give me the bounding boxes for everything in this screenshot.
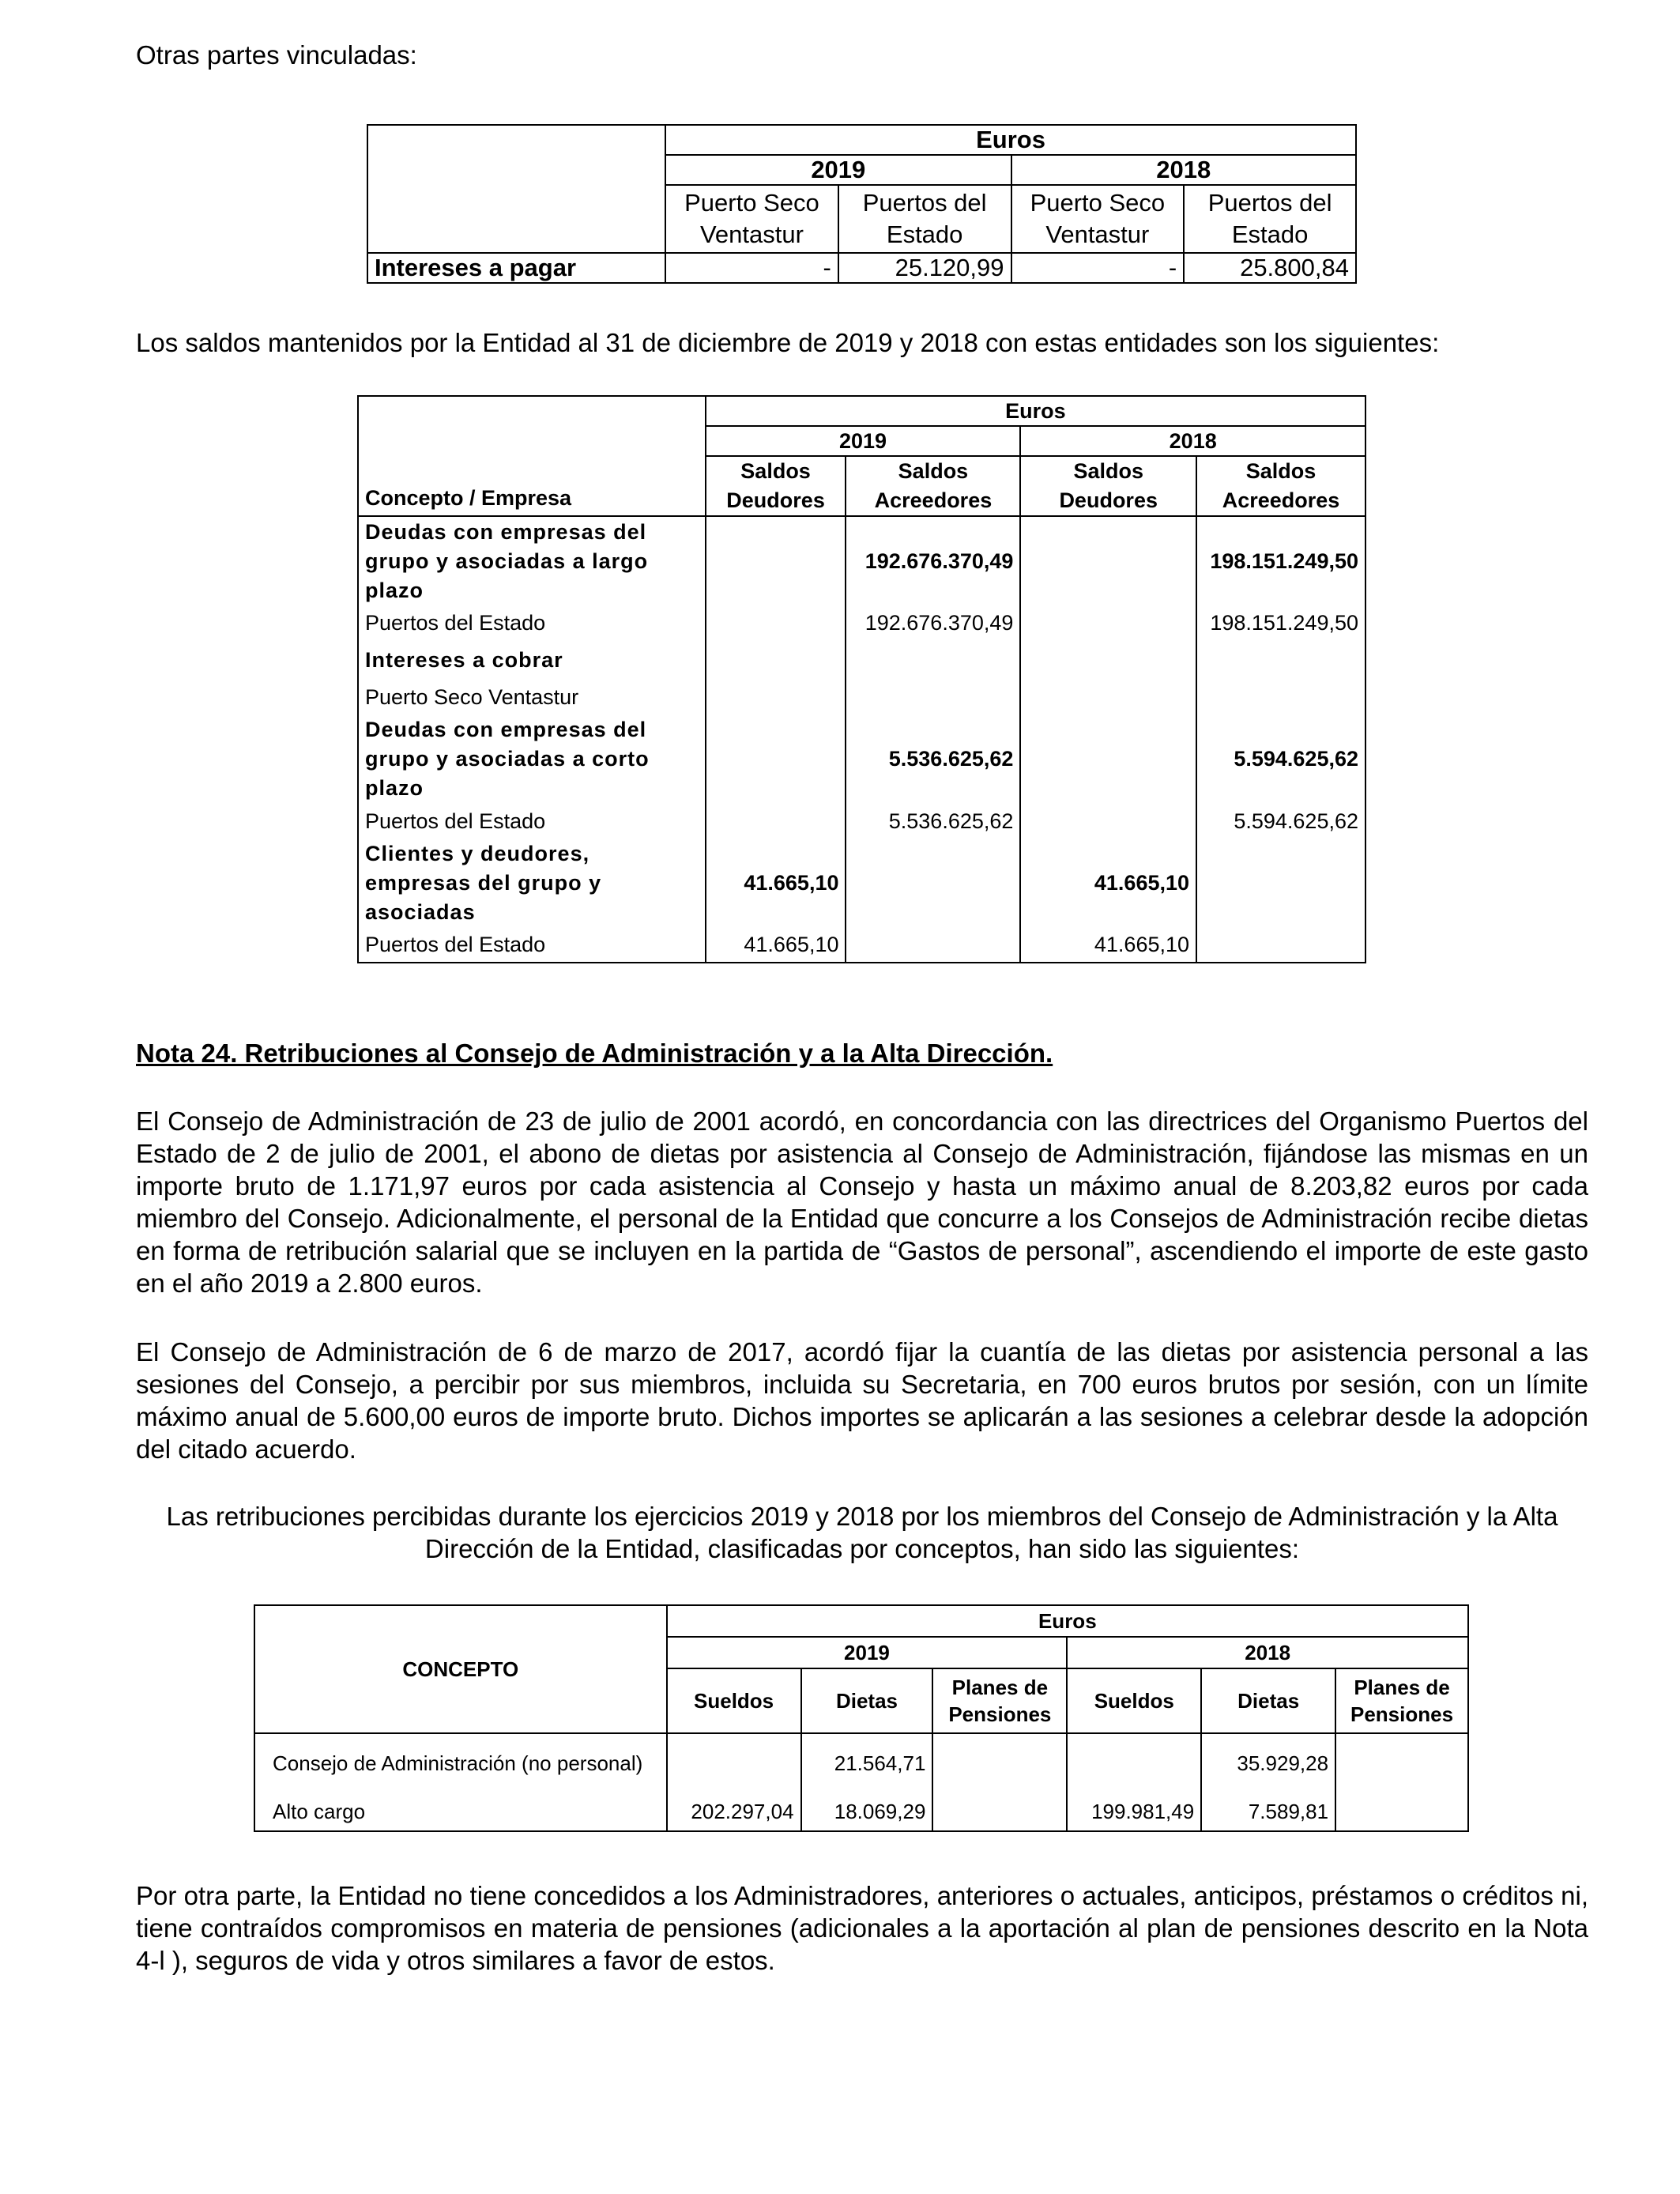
row-label: Intereses a cobrar [358, 640, 706, 680]
header-dietas: Dietas [1201, 1668, 1335, 1733]
header-line: Planes de [951, 1676, 1049, 1699]
table-header-year-2018: 2018 [1067, 1637, 1468, 1668]
table-header-year-2018: 2018 [1020, 426, 1365, 456]
table-header-col [1184, 185, 1356, 253]
header-line: Ventastur [1045, 221, 1150, 248]
cell-value [1020, 804, 1196, 839]
header-saldos-acreedores [846, 456, 1020, 516]
paragraph-4: Por otra parte, la Entidad no tiene concedidos a los Administradores, anteriores o actuales, anticipos, préstamos o créditos ni, tiene contraídos compromisos en materia de pensiones (adicionales a la aportación al plan de pensiones descrito en la Nota 4-l ), seguros de vida y otros similares a favor de estos. [136, 1881, 1588, 1975]
table-header-euros: Euros [665, 125, 1356, 155]
row-label: Deudas con empresas del grupo y asociadas a largo plazo [358, 516, 706, 605]
cell-value: 41.665,10 [706, 928, 846, 963]
row-label: Intereses a pagar [367, 253, 665, 283]
header-line: Estado [886, 221, 963, 248]
table-header-euros: Euros [667, 1605, 1468, 1637]
header-line: Pensiones [948, 1702, 1052, 1726]
header-line: Ventastur [699, 221, 804, 248]
header-line: Estado [1231, 221, 1309, 248]
cell-value: 199.981,49 [1067, 1793, 1201, 1831]
header-line: Planes de [1354, 1676, 1450, 1699]
cell-value: 5.536.625,62 [846, 714, 1020, 804]
cell-value [1020, 714, 1196, 804]
cell-value [1196, 839, 1365, 928]
cell-value: 25.800,84 [1184, 253, 1356, 283]
table-row [254, 1733, 1468, 1793]
cell-value [1067, 1733, 1201, 1793]
cell-value [846, 839, 1020, 928]
row-label: Puertos del Estado [358, 605, 706, 640]
header-sueldos: Sueldos [1067, 1668, 1201, 1733]
cell-value: 7.589,81 [1201, 1793, 1335, 1831]
table-row [358, 640, 1365, 680]
cell-value: - [1011, 253, 1185, 283]
cell-value [846, 640, 1020, 680]
header-dietas: Dietas [801, 1668, 933, 1733]
table-header-col [838, 185, 1011, 253]
cell-value [667, 1733, 801, 1793]
header-sueldos: Sueldos [667, 1668, 801, 1733]
header-line: Saldos [898, 459, 969, 483]
cell-value [1335, 1733, 1468, 1793]
header-line: Puertos del [862, 189, 987, 217]
table-header-euros: Euros [706, 396, 1365, 426]
cell-value [1020, 640, 1196, 680]
table-row [367, 253, 1356, 283]
cell-value [1020, 605, 1196, 640]
table-row [358, 516, 1365, 605]
cell-value [1020, 680, 1196, 714]
row-label: Deudas con empresas del grupo y asociadas a corto plazo [358, 714, 706, 804]
table-row [254, 1793, 1468, 1831]
table-row [358, 804, 1365, 839]
table-saldos [357, 395, 1366, 963]
header-line: Deudores [726, 488, 825, 512]
header-planes [932, 1668, 1067, 1733]
cell-value: 5.536.625,62 [846, 804, 1020, 839]
cell-value: 41.665,10 [1020, 839, 1196, 928]
row-label: Puertos del Estado [358, 928, 706, 963]
paragraph-1: El Consejo de Administración de 23 de julio de 2001 acordó, en concordancia con las directrices del Organismo Puertos del Estado de 2 de julio de 2001, el abono de dietas por asistencia al Consejo de Administración, fijándose las mismas en un importe bruto de 1.171,97 euros por cada asistencia al Consejo y hasta un máximo anual de 8.203,82 euros por cada miembro del Consejo. Adicionalmente, el personal de la Entidad que concurre a los Consejos de Administración recibe dietas en forma de retribución salarial que se incluyen en la partida de “Gastos de personal”, ascendiendo el importe de este gasto en el año 2019 a 2.800 euros. [136, 1106, 1588, 1298]
concepto-header: Concepto / Empresa [365, 486, 572, 510]
paragraph-saldos: Los saldos mantenidos por la Entidad al 31 de diciembre de 2019 y 2018 con estas entidades son los siguientes: [136, 328, 1440, 357]
header-line: Saldos [1245, 459, 1317, 483]
table-row [358, 928, 1365, 963]
header-line: Saldos [1073, 459, 1143, 483]
cell-value: 35.929,28 [1201, 1733, 1335, 1793]
row-label: Clientes y deudores, empresas del grupo y asociadas [358, 839, 706, 928]
cell-value: - [665, 253, 838, 283]
table-header-empty [367, 125, 665, 253]
cell-value [706, 516, 846, 605]
table-row [358, 839, 1365, 928]
cell-value [1196, 640, 1365, 680]
cell-value: 198.151.249,50 [1196, 605, 1365, 640]
cell-value: 25.120,99 [838, 253, 1011, 283]
table-row [358, 714, 1365, 804]
table-row [358, 680, 1365, 714]
header-line: Acreedores [874, 488, 993, 512]
table-header-year-2018: 2018 [1011, 155, 1356, 185]
cell-value [1335, 1793, 1468, 1831]
row-label: Alto cargo [254, 1793, 667, 1831]
header-line: Acreedores [1222, 488, 1340, 512]
header-line: Pensiones [1350, 1702, 1454, 1726]
cell-value: 5.594.625,62 [1196, 714, 1365, 804]
cell-value: 192.676.370,49 [846, 605, 1020, 640]
table-header-col [1011, 185, 1185, 253]
section-heading: Nota 24. Retribuciones al Consejo de Administración y a la Alta Dirección. [136, 1039, 1053, 1068]
cell-value: 192.676.370,49 [846, 516, 1020, 605]
paragraph-3: Las retribuciones percibidas durante los ejercicios 2019 y 2018 por los miembros del Consejo de Administración y la Alta Dirección de la Entidad, clasificadas por conceptos, han sido las siguientes: [166, 1502, 1558, 1563]
row-label: Consejo de Administración (no personal) [254, 1733, 667, 1793]
cell-value: 41.665,10 [1020, 928, 1196, 963]
concepto-header-cell [358, 396, 706, 516]
section-label: Otras partes vinculadas: [136, 40, 417, 70]
cell-value [1020, 516, 1196, 605]
cell-value [932, 1793, 1067, 1831]
concepto-header: CONCEPTO [254, 1605, 667, 1733]
header-line: Puertos del [1207, 189, 1332, 217]
cell-value [706, 640, 846, 680]
cell-value: 202.297,04 [667, 1793, 801, 1831]
cell-value [706, 605, 846, 640]
cell-value: 21.564,71 [801, 1733, 933, 1793]
table-row [358, 605, 1365, 640]
table-header-year-2019: 2019 [667, 1637, 1068, 1668]
cell-value [1196, 928, 1365, 963]
cell-value: 198.151.249,50 [1196, 516, 1365, 605]
cell-value [706, 680, 846, 714]
cell-value [932, 1733, 1067, 1793]
header-line: Deudores [1059, 488, 1158, 512]
table-header-year-2019: 2019 [665, 155, 1011, 185]
header-line: Puerto Seco [1030, 189, 1166, 217]
table-otras-partes [367, 124, 1357, 284]
table-header-year-2019: 2019 [706, 426, 1021, 456]
header-line: Puerto Seco [684, 189, 819, 217]
cell-value: 41.665,10 [706, 839, 846, 928]
row-label: Puerto Seco Ventastur [358, 680, 706, 714]
header-saldos-acreedores [1196, 456, 1365, 516]
table-retribuciones [254, 1604, 1469, 1832]
cell-value [846, 680, 1020, 714]
header-planes [1335, 1668, 1468, 1733]
paragraph-2: El Consejo de Administración de 6 de marzo de 2017, acordó fijar la cuantía de las dietas por asistencia personal a las sesiones del Consejo, a percibir por sus miembros, incluida su Secretaria, en 700 euros brutos por sesión, con un límite máximo anual de 5.600,00 euros de importe bruto. Dichos importes se aplicarán a las sesiones a celebrar desde la adopción del citado acuerdo. [136, 1337, 1588, 1464]
cell-value [1196, 680, 1365, 714]
row-label: Puertos del Estado [358, 804, 706, 839]
cell-value [706, 804, 846, 839]
cell-value: 18.069,29 [801, 1793, 933, 1831]
cell-value: 5.594.625,62 [1196, 804, 1365, 839]
header-saldos-deudores [706, 456, 846, 516]
cell-value [846, 928, 1020, 963]
table-header-col [665, 185, 838, 253]
header-line: Saldos [740, 459, 811, 483]
header-saldos-deudores [1020, 456, 1196, 516]
cell-value [706, 714, 846, 804]
